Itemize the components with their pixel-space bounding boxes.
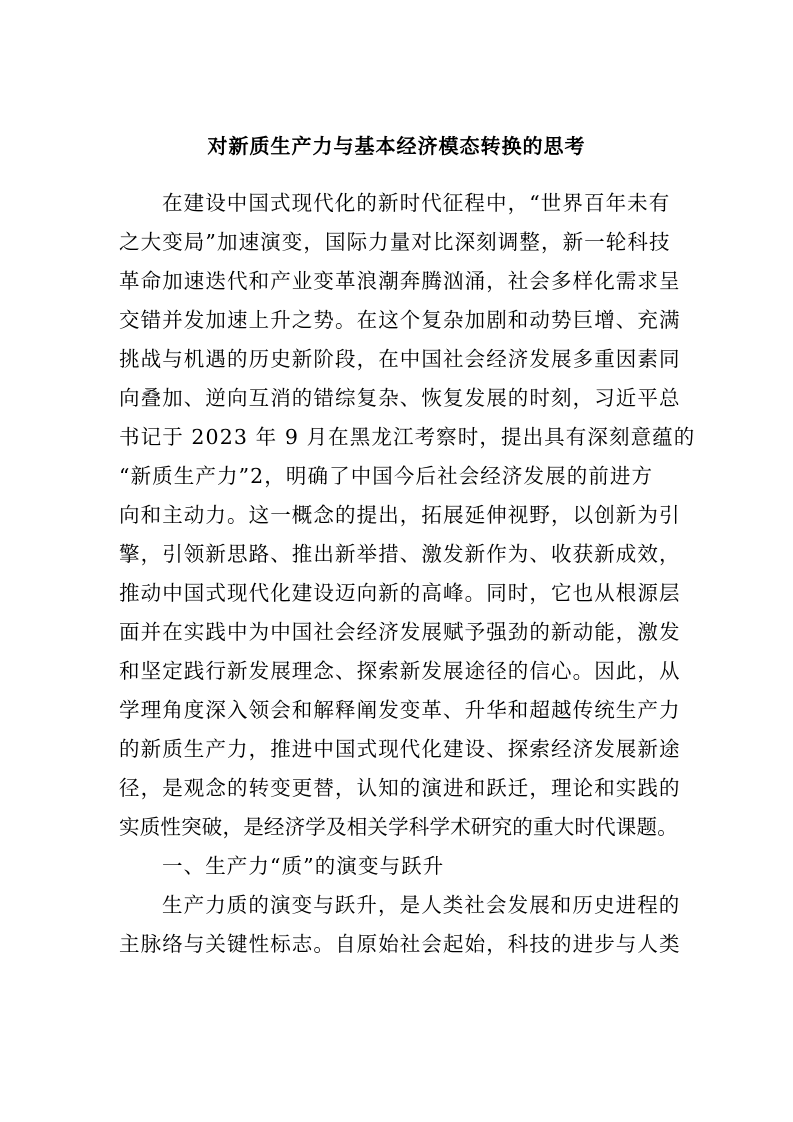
paragraph-line: 在建设中国式现代化的新时代征程中，“世界百年未有 — [162, 191, 671, 215]
paragraph-line: “新质生产力”2，明确了中国今后社会经济发展的前进方 — [119, 464, 654, 488]
document-title: 对新质生产力与基本经济模态转换的思考 — [207, 134, 586, 158]
paragraph-line: 向和主动力。这一概念的提出，拓展延伸视野，以创新为引 — [119, 503, 681, 527]
paragraph-line: 径，是观念的转变更替，认知的演进和跃迁，理论和实践的 — [119, 776, 681, 800]
paragraph-line: 之大变局”加速演变，国际力量对比深刻调整，新一轮科技 — [119, 230, 671, 254]
paragraph-line: 和坚定践行新发展理念、探索新发展途径的信心。因此，从 — [119, 659, 681, 683]
paragraph-line: 革命加速迭代和产业变革浪潮奔腾汹涌，社会多样化需求呈 — [119, 269, 681, 293]
paragraph-line: 实质性突破，是经济学及相关学科学术研究的重大时代课题。 — [119, 815, 678, 839]
paragraph-line: 推动中国式现代化建设迈向新的高峰。同时，它也从根源层 — [119, 581, 681, 605]
paragraph-line: 生产力质的演变与跃升，是人类社会发展和历史进程的 — [162, 893, 681, 917]
paragraph-line: 交错并发加速上升之势。在这个复杂加剧和动势巨增、充满 — [119, 308, 681, 332]
paragraph-line: 擎，引领新思路、推出新举措、激发新作为、收获新成效， — [119, 542, 681, 566]
paragraph-line: 挑战与机遇的历史新阶段，在中国社会经济发展多重因素同 — [119, 347, 681, 371]
paragraph-line: 主脉络与关键性标志。自原始社会起始，科技的进步与人类 — [119, 932, 681, 956]
paragraph-line: 书记于 2023 年 9 月在黑龙江考察时，提出具有深刻意蕴的 — [119, 425, 696, 449]
paragraph-line: 向叠加、逆向互消的错综复杂、恢复发展的时刻，习近平总 — [119, 386, 681, 410]
paragraph-line: 的新质生产力，推进中国式现代化建设、探索经济发展新途 — [119, 737, 681, 761]
section-heading: 一、生产力“质”的演变与跃升 — [162, 854, 445, 878]
paragraph-line: 面并在实践中为中国社会经济发展赋予强劲的新动能，激发 — [119, 620, 681, 644]
paragraph-line: 学理角度深入领会和解释阐发变革、升华和超越传统生产力 — [119, 698, 681, 722]
